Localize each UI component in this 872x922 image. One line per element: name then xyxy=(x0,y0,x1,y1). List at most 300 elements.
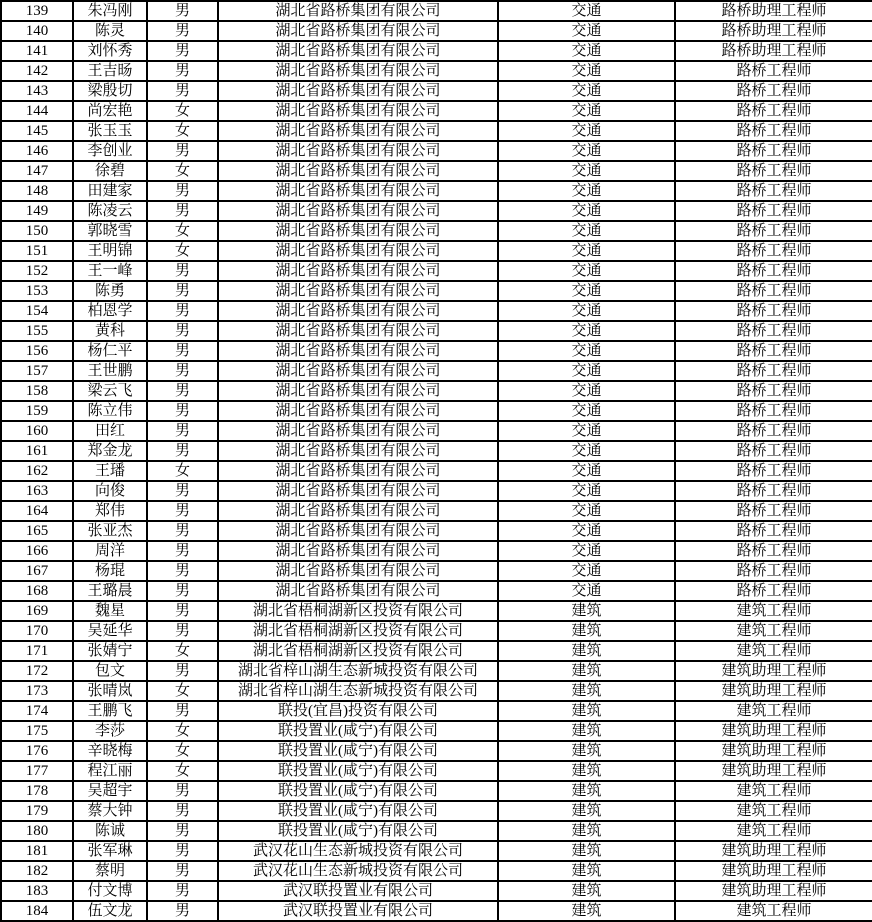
cell-category: 交通 xyxy=(498,361,675,381)
cell-name: 陈凌云 xyxy=(73,201,147,221)
cell-company: 湖北省路桥集团有限公司 xyxy=(218,301,498,321)
table-row xyxy=(1,841,872,861)
cell-category: 建筑 xyxy=(498,741,675,761)
cell-company: 湖北省路桥集团有限公司 xyxy=(218,241,498,261)
cell-category: 建筑 xyxy=(498,681,675,701)
cell-company: 湖北省梧桐湖新区投资有限公司 xyxy=(218,641,498,661)
cell-gender: 男 xyxy=(147,321,218,341)
cell-gender: 男 xyxy=(147,181,218,201)
table-row xyxy=(1,821,872,841)
cell-name: 田建家 xyxy=(73,181,147,201)
table-row xyxy=(1,261,872,281)
cell-company: 武汉花山生态新城投资有限公司 xyxy=(218,861,498,881)
cell-company: 湖北省路桥集团有限公司 xyxy=(218,41,498,61)
cell-gender: 男 xyxy=(147,661,218,681)
cell-name: 黄科 xyxy=(73,321,147,341)
cell-name: 杨仁平 xyxy=(73,341,147,361)
cell-category: 交通 xyxy=(498,561,675,581)
table-row xyxy=(1,341,872,361)
cell-category: 交通 xyxy=(498,41,675,61)
table-row xyxy=(1,781,872,801)
cell-job-title: 路桥工程师 xyxy=(675,301,872,321)
cell-name: 陈诚 xyxy=(73,821,147,841)
cell-gender: 女 xyxy=(147,741,218,761)
cell-row-number: 184 xyxy=(1,901,73,921)
cell-row-number: 140 xyxy=(1,21,73,41)
table-row xyxy=(1,741,872,761)
cell-job-title: 建筑助理工程师 xyxy=(675,841,872,861)
cell-gender: 男 xyxy=(147,41,218,61)
cell-row-number: 176 xyxy=(1,741,73,761)
cell-category: 交通 xyxy=(498,201,675,221)
cell-row-number: 159 xyxy=(1,401,73,421)
cell-gender: 女 xyxy=(147,101,218,121)
cell-category: 建筑 xyxy=(498,881,675,901)
cell-category: 交通 xyxy=(498,21,675,41)
cell-gender: 男 xyxy=(147,601,218,621)
cell-row-number: 143 xyxy=(1,81,73,101)
cell-gender: 男 xyxy=(147,341,218,361)
cell-company: 湖北省路桥集团有限公司 xyxy=(218,101,498,121)
table-row xyxy=(1,901,872,921)
cell-category: 交通 xyxy=(498,381,675,401)
cell-gender: 男 xyxy=(147,281,218,301)
table-row xyxy=(1,281,872,301)
cell-row-number: 172 xyxy=(1,661,73,681)
cell-category: 交通 xyxy=(498,401,675,421)
cell-gender: 男 xyxy=(147,501,218,521)
table-row xyxy=(1,41,872,61)
cell-company: 湖北省路桥集团有限公司 xyxy=(218,481,498,501)
cell-category: 交通 xyxy=(498,81,675,101)
cell-name: 尚宏艳 xyxy=(73,101,147,121)
cell-category: 交通 xyxy=(498,281,675,301)
cell-job-title: 路桥工程师 xyxy=(675,81,872,101)
table-row xyxy=(1,441,872,461)
cell-job-title: 路桥工程师 xyxy=(675,141,872,161)
cell-category: 交通 xyxy=(498,321,675,341)
cell-name: 王璠 xyxy=(73,461,147,481)
cell-row-number: 173 xyxy=(1,681,73,701)
cell-category: 交通 xyxy=(498,581,675,601)
cell-category: 建筑 xyxy=(498,901,675,921)
cell-category: 交通 xyxy=(498,501,675,521)
cell-name: 郑伟 xyxy=(73,501,147,521)
cell-job-title: 建筑助理工程师 xyxy=(675,761,872,781)
cell-row-number: 181 xyxy=(1,841,73,861)
table-row xyxy=(1,181,872,201)
cell-name: 周洋 xyxy=(73,541,147,561)
cell-row-number: 178 xyxy=(1,781,73,801)
cell-company: 湖北省路桥集团有限公司 xyxy=(218,261,498,281)
cell-gender: 女 xyxy=(147,161,218,181)
cell-job-title: 建筑助理工程师 xyxy=(675,741,872,761)
cell-company: 湖北省路桥集团有限公司 xyxy=(218,561,498,581)
cell-category: 建筑 xyxy=(498,701,675,721)
cell-name: 王璐晨 xyxy=(73,581,147,601)
cell-category: 交通 xyxy=(498,221,675,241)
cell-name: 程江丽 xyxy=(73,761,147,781)
table-row xyxy=(1,21,872,41)
cell-row-number: 169 xyxy=(1,601,73,621)
cell-company: 湖北省梧桐湖新区投资有限公司 xyxy=(218,621,498,641)
table-row xyxy=(1,881,872,901)
cell-category: 交通 xyxy=(498,441,675,461)
table-row xyxy=(1,721,872,741)
cell-name: 张军琳 xyxy=(73,841,147,861)
cell-name: 蔡明 xyxy=(73,861,147,881)
cell-name: 陈立伟 xyxy=(73,401,147,421)
cell-name: 陈勇 xyxy=(73,281,147,301)
cell-row-number: 168 xyxy=(1,581,73,601)
cell-row-number: 170 xyxy=(1,621,73,641)
cell-row-number: 151 xyxy=(1,241,73,261)
table-row xyxy=(1,81,872,101)
cell-row-number: 153 xyxy=(1,281,73,301)
cell-category: 建筑 xyxy=(498,621,675,641)
cell-company: 武汉联投置业有限公司 xyxy=(218,901,498,921)
cell-job-title: 路桥工程师 xyxy=(675,461,872,481)
cell-name: 吴超宇 xyxy=(73,781,147,801)
cell-gender: 男 xyxy=(147,561,218,581)
cell-company: 湖北省路桥集团有限公司 xyxy=(218,221,498,241)
cell-category: 交通 xyxy=(498,461,675,481)
cell-company: 湖北省路桥集团有限公司 xyxy=(218,581,498,601)
cell-company: 湖北省路桥集团有限公司 xyxy=(218,281,498,301)
table-row xyxy=(1,541,872,561)
cell-category: 交通 xyxy=(498,1,675,21)
cell-gender: 男 xyxy=(147,701,218,721)
table-row xyxy=(1,361,872,381)
cell-category: 建筑 xyxy=(498,861,675,881)
cell-row-number: 162 xyxy=(1,461,73,481)
cell-company: 湖北省路桥集团有限公司 xyxy=(218,161,498,181)
cell-company: 湖北省路桥集团有限公司 xyxy=(218,541,498,561)
cell-row-number: 161 xyxy=(1,441,73,461)
table-row xyxy=(1,321,872,341)
cell-gender: 男 xyxy=(147,781,218,801)
cell-name: 梁云飞 xyxy=(73,381,147,401)
cell-company: 湖北省路桥集团有限公司 xyxy=(218,421,498,441)
cell-company: 武汉联投置业有限公司 xyxy=(218,881,498,901)
cell-category: 建筑 xyxy=(498,801,675,821)
cell-row-number: 150 xyxy=(1,221,73,241)
cell-name: 张亚杰 xyxy=(73,521,147,541)
cell-job-title: 路桥工程师 xyxy=(675,121,872,141)
cell-company: 湖北省路桥集团有限公司 xyxy=(218,381,498,401)
cell-company: 联投置业(咸宁)有限公司 xyxy=(218,741,498,761)
cell-gender: 男 xyxy=(147,861,218,881)
cell-name: 向俊 xyxy=(73,481,147,501)
cell-name: 杨琨 xyxy=(73,561,147,581)
cell-row-number: 182 xyxy=(1,861,73,881)
cell-job-title: 路桥工程师 xyxy=(675,161,872,181)
cell-name: 王一峰 xyxy=(73,261,147,281)
cell-row-number: 141 xyxy=(1,41,73,61)
cell-name: 吴延华 xyxy=(73,621,147,641)
cell-name: 付文博 xyxy=(73,881,147,901)
cell-job-title: 建筑助理工程师 xyxy=(675,721,872,741)
cell-name: 郑金龙 xyxy=(73,441,147,461)
cell-job-title: 建筑工程师 xyxy=(675,621,872,641)
cell-company: 武汉花山生态新城投资有限公司 xyxy=(218,841,498,861)
cell-row-number: 177 xyxy=(1,761,73,781)
cell-category: 建筑 xyxy=(498,661,675,681)
cell-category: 交通 xyxy=(498,161,675,181)
cell-gender: 女 xyxy=(147,241,218,261)
cell-row-number: 166 xyxy=(1,541,73,561)
table-body xyxy=(1,1,872,921)
cell-gender: 男 xyxy=(147,541,218,561)
cell-category: 交通 xyxy=(498,181,675,201)
cell-company: 湖北省路桥集团有限公司 xyxy=(218,361,498,381)
table-row xyxy=(1,61,872,81)
table-row xyxy=(1,641,872,661)
cell-name: 王吉旸 xyxy=(73,61,147,81)
cell-gender: 男 xyxy=(147,61,218,81)
cell-category: 交通 xyxy=(498,481,675,501)
cell-gender: 男 xyxy=(147,1,218,21)
cell-category: 交通 xyxy=(498,421,675,441)
table-row xyxy=(1,101,872,121)
cell-job-title: 路桥工程师 xyxy=(675,441,872,461)
cell-job-title: 路桥工程师 xyxy=(675,341,872,361)
cell-job-title: 建筑助理工程师 xyxy=(675,861,872,881)
cell-name: 田红 xyxy=(73,421,147,441)
cell-company: 湖北省路桥集团有限公司 xyxy=(218,201,498,221)
table-row xyxy=(1,621,872,641)
cell-name: 伍文龙 xyxy=(73,901,147,921)
cell-row-number: 157 xyxy=(1,361,73,381)
cell-job-title: 路桥助理工程师 xyxy=(675,21,872,41)
cell-company: 湖北省路桥集团有限公司 xyxy=(218,21,498,41)
cell-job-title: 路桥工程师 xyxy=(675,501,872,521)
cell-job-title: 建筑工程师 xyxy=(675,821,872,841)
cell-job-title: 路桥工程师 xyxy=(675,281,872,301)
cell-gender: 男 xyxy=(147,361,218,381)
cell-row-number: 174 xyxy=(1,701,73,721)
cell-job-title: 建筑工程师 xyxy=(675,801,872,821)
cell-job-title: 建筑助理工程师 xyxy=(675,661,872,681)
cell-company: 联投置业(咸宁)有限公司 xyxy=(218,801,498,821)
cell-company: 湖北省路桥集团有限公司 xyxy=(218,441,498,461)
cell-job-title: 建筑助理工程师 xyxy=(675,881,872,901)
cell-category: 建筑 xyxy=(498,781,675,801)
cell-row-number: 163 xyxy=(1,481,73,501)
cell-job-title: 建筑工程师 xyxy=(675,901,872,921)
cell-gender: 女 xyxy=(147,721,218,741)
table-row xyxy=(1,801,872,821)
cell-category: 交通 xyxy=(498,61,675,81)
cell-gender: 女 xyxy=(147,121,218,141)
cell-company: 湖北省路桥集团有限公司 xyxy=(218,81,498,101)
cell-company: 联投置业(咸宁)有限公司 xyxy=(218,721,498,741)
cell-gender: 女 xyxy=(147,641,218,661)
cell-name: 徐碧 xyxy=(73,161,147,181)
cell-row-number: 139 xyxy=(1,1,73,21)
cell-row-number: 175 xyxy=(1,721,73,741)
cell-gender: 男 xyxy=(147,141,218,161)
cell-row-number: 145 xyxy=(1,121,73,141)
table-row xyxy=(1,481,872,501)
table-row xyxy=(1,581,872,601)
cell-gender: 男 xyxy=(147,421,218,441)
cell-job-title: 建筑助理工程师 xyxy=(675,681,872,701)
cell-name: 张晴岚 xyxy=(73,681,147,701)
cell-job-title: 路桥工程师 xyxy=(675,521,872,541)
cell-job-title: 路桥工程师 xyxy=(675,421,872,441)
table-row xyxy=(1,861,872,881)
cell-gender: 女 xyxy=(147,681,218,701)
cell-gender: 男 xyxy=(147,441,218,461)
table-row xyxy=(1,221,872,241)
cell-name: 张婧宁 xyxy=(73,641,147,661)
cell-company: 湖北省路桥集团有限公司 xyxy=(218,461,498,481)
cell-gender: 男 xyxy=(147,301,218,321)
cell-category: 建筑 xyxy=(498,601,675,621)
table-row xyxy=(1,601,872,621)
cell-company: 湖北省路桥集团有限公司 xyxy=(218,181,498,201)
cell-category: 建筑 xyxy=(498,761,675,781)
cell-gender: 男 xyxy=(147,381,218,401)
table-row xyxy=(1,561,872,581)
cell-job-title: 路桥工程师 xyxy=(675,61,872,81)
table-row xyxy=(1,401,872,421)
cell-name: 王鹏飞 xyxy=(73,701,147,721)
cell-job-title: 路桥工程师 xyxy=(675,221,872,241)
cell-name: 蔡大钟 xyxy=(73,801,147,821)
cell-gender: 男 xyxy=(147,81,218,101)
cell-company: 湖北省路桥集团有限公司 xyxy=(218,401,498,421)
cell-category: 建筑 xyxy=(498,641,675,661)
cell-gender: 男 xyxy=(147,521,218,541)
cell-gender: 男 xyxy=(147,881,218,901)
table-row xyxy=(1,461,872,481)
table-row xyxy=(1,661,872,681)
table-row xyxy=(1,501,872,521)
cell-category: 交通 xyxy=(498,101,675,121)
cell-row-number: 167 xyxy=(1,561,73,581)
cell-row-number: 179 xyxy=(1,801,73,821)
cell-company: 湖北省梧桐湖新区投资有限公司 xyxy=(218,601,498,621)
cell-company: 湖北省路桥集团有限公司 xyxy=(218,121,498,141)
cell-row-number: 154 xyxy=(1,301,73,321)
cell-category: 建筑 xyxy=(498,821,675,841)
table-row xyxy=(1,761,872,781)
cell-gender: 男 xyxy=(147,821,218,841)
cell-name: 陈灵 xyxy=(73,21,147,41)
table-row xyxy=(1,521,872,541)
cell-gender: 男 xyxy=(147,621,218,641)
cell-company: 湖北省路桥集团有限公司 xyxy=(218,501,498,521)
cell-category: 交通 xyxy=(498,541,675,561)
cell-job-title: 路桥工程师 xyxy=(675,241,872,261)
cell-job-title: 建筑工程师 xyxy=(675,641,872,661)
cell-job-title: 路桥工程师 xyxy=(675,261,872,281)
cell-name: 包文 xyxy=(73,661,147,681)
cell-name: 柏恩学 xyxy=(73,301,147,321)
cell-gender: 男 xyxy=(147,581,218,601)
cell-gender: 男 xyxy=(147,21,218,41)
cell-job-title: 路桥工程师 xyxy=(675,361,872,381)
table-row xyxy=(1,121,872,141)
cell-row-number: 158 xyxy=(1,381,73,401)
cell-name: 王世鹏 xyxy=(73,361,147,381)
table-row xyxy=(1,421,872,441)
cell-category: 交通 xyxy=(498,241,675,261)
table-row xyxy=(1,681,872,701)
cell-gender: 女 xyxy=(147,461,218,481)
table-row xyxy=(1,161,872,181)
cell-category: 交通 xyxy=(498,341,675,361)
cell-row-number: 165 xyxy=(1,521,73,541)
cell-row-number: 156 xyxy=(1,341,73,361)
cell-gender: 男 xyxy=(147,261,218,281)
cell-name: 刘怀秀 xyxy=(73,41,147,61)
cell-name: 王明锦 xyxy=(73,241,147,261)
cell-gender: 男 xyxy=(147,901,218,921)
cell-category: 交通 xyxy=(498,121,675,141)
table-row xyxy=(1,701,872,721)
table-row xyxy=(1,381,872,401)
cell-row-number: 148 xyxy=(1,181,73,201)
table-row xyxy=(1,201,872,221)
cell-job-title: 路桥工程师 xyxy=(675,561,872,581)
cell-row-number: 160 xyxy=(1,421,73,441)
cell-gender: 女 xyxy=(147,221,218,241)
cell-name: 朱冯刚 xyxy=(73,1,147,21)
cell-company: 湖北省梓山湖生态新城投资有限公司 xyxy=(218,681,498,701)
cell-name: 辛晓梅 xyxy=(73,741,147,761)
cell-job-title: 建筑工程师 xyxy=(675,781,872,801)
cell-row-number: 149 xyxy=(1,201,73,221)
cell-gender: 男 xyxy=(147,841,218,861)
cell-category: 交通 xyxy=(498,301,675,321)
cell-job-title: 建筑工程师 xyxy=(675,701,872,721)
cell-company: 湖北省梓山湖生态新城投资有限公司 xyxy=(218,661,498,681)
table-row xyxy=(1,1,872,21)
cell-company: 湖北省路桥集团有限公司 xyxy=(218,521,498,541)
cell-company: 湖北省路桥集团有限公司 xyxy=(218,1,498,21)
cell-row-number: 152 xyxy=(1,261,73,281)
cell-name: 魏星 xyxy=(73,601,147,621)
table-row xyxy=(1,141,872,161)
cell-job-title: 路桥工程师 xyxy=(675,321,872,341)
cell-row-number: 144 xyxy=(1,101,73,121)
cell-gender: 男 xyxy=(147,801,218,821)
cell-gender: 男 xyxy=(147,201,218,221)
cell-row-number: 164 xyxy=(1,501,73,521)
cell-job-title: 路桥工程师 xyxy=(675,181,872,201)
cell-row-number: 171 xyxy=(1,641,73,661)
cell-name: 李莎 xyxy=(73,721,147,741)
cell-company: 联投置业(咸宁)有限公司 xyxy=(218,761,498,781)
cell-row-number: 142 xyxy=(1,61,73,81)
cell-company: 联投置业(咸宁)有限公司 xyxy=(218,781,498,801)
table-row xyxy=(1,241,872,261)
cell-company: 湖北省路桥集团有限公司 xyxy=(218,321,498,341)
cell-row-number: 147 xyxy=(1,161,73,181)
cell-company: 湖北省路桥集团有限公司 xyxy=(218,61,498,81)
cell-gender: 男 xyxy=(147,401,218,421)
cell-name: 张玉玉 xyxy=(73,121,147,141)
cell-gender: 女 xyxy=(147,761,218,781)
cell-job-title: 路桥工程师 xyxy=(675,541,872,561)
cell-job-title: 路桥工程师 xyxy=(675,381,872,401)
cell-job-title: 路桥工程师 xyxy=(675,401,872,421)
cell-category: 交通 xyxy=(498,141,675,161)
cell-company: 联投(宜昌)投资有限公司 xyxy=(218,701,498,721)
